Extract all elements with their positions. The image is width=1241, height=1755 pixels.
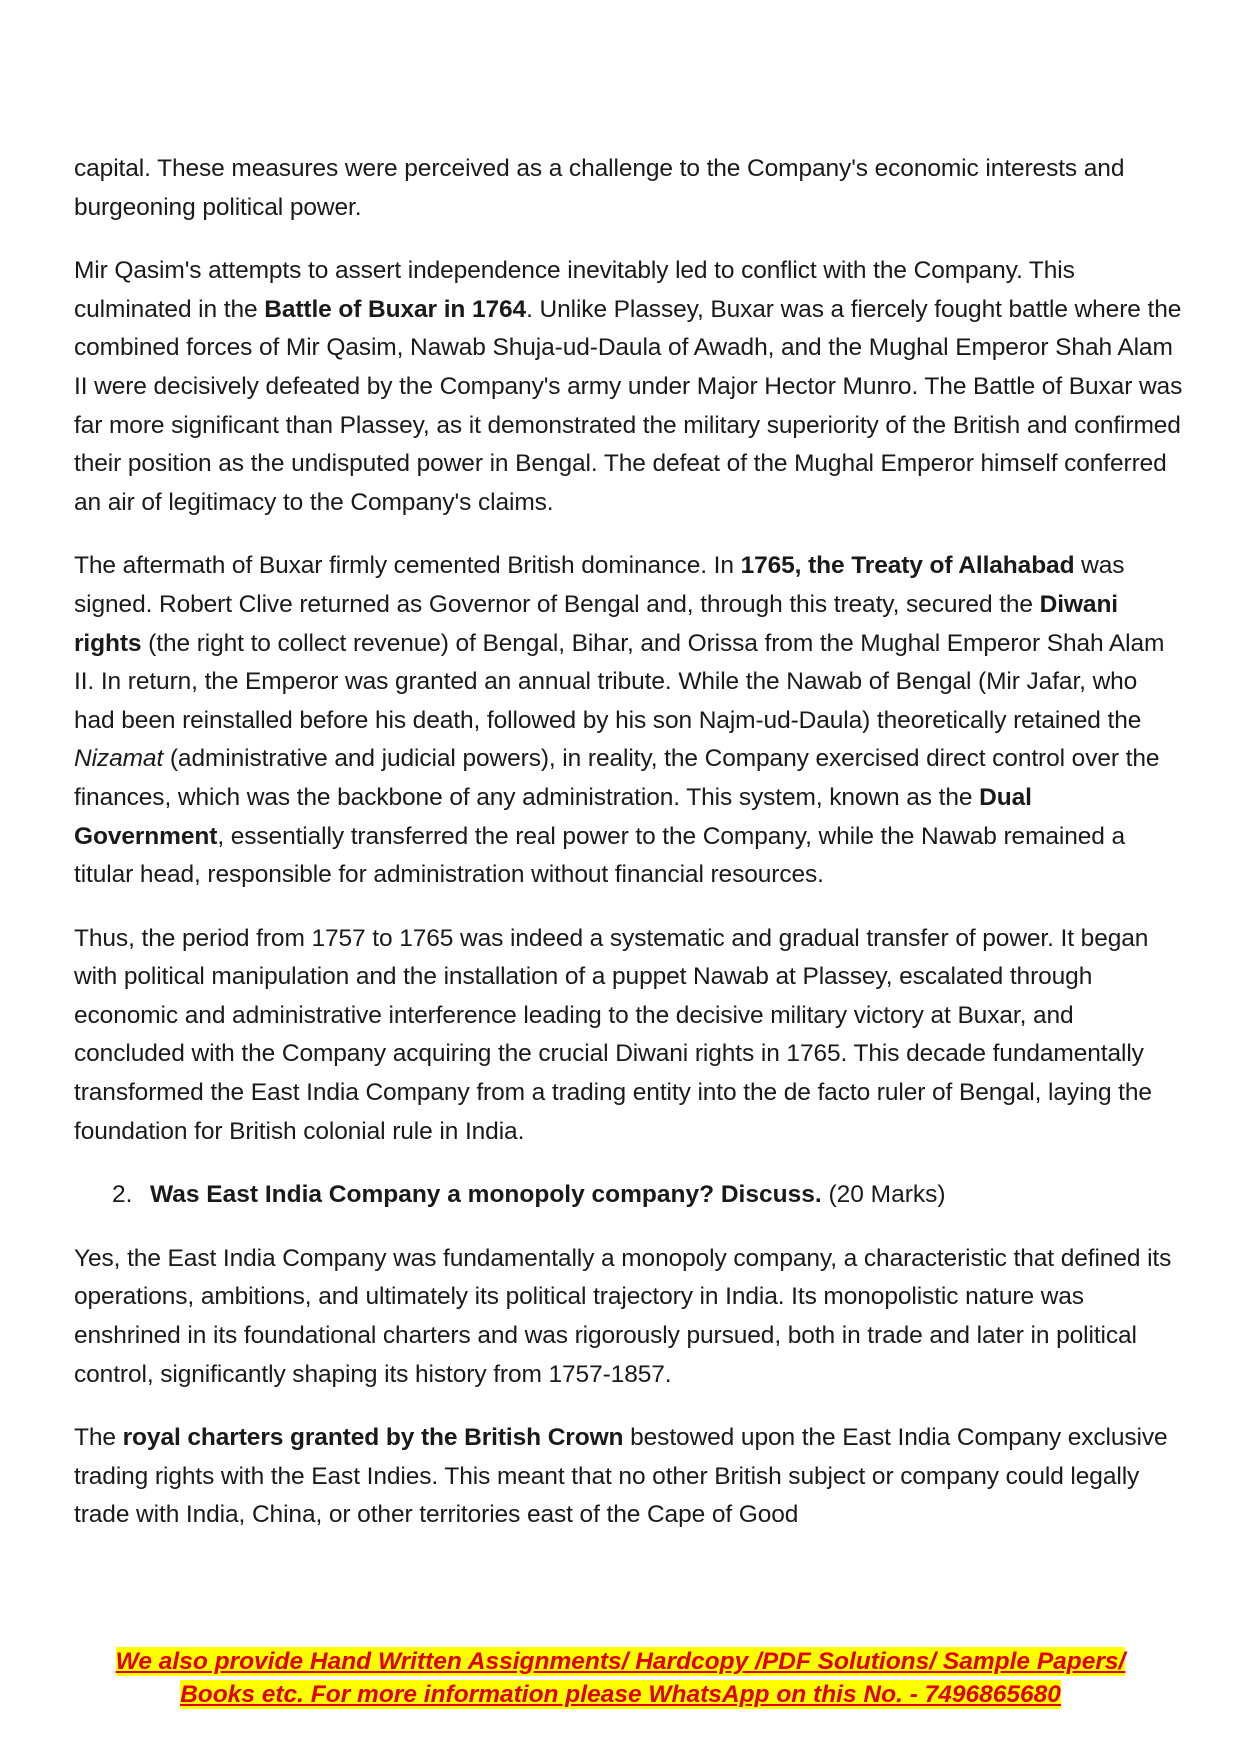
footer-advertisement <box>0 1645 1241 1711</box>
paragraph-1: capital. These measures were perceived as a challenge to the Company's economic interests and burgeoning political power. <box>74 155 1125 221</box>
question-text: Was East India Company a monopoly company? Discuss. <box>150 1181 822 1209</box>
footer-line-2: Books etc. For more information please WhatsApp on this No. - 7496865680 <box>180 1681 1061 1708</box>
paragraph-6: The royal charters granted by the British Crown bestowed upon the East India Company exclusive trading rights with the East Indies. This meant that no other British subject or company could legally trade with India, China, or other territories east of the Cape of Good <box>74 1424 1168 1529</box>
paragraph-2: Mir Qasim's attempts to assert independence inevitably led to conflict with the Company. This culminated in the Battle of Buxar in 1764. Unlike Plassey, Buxar was a fiercely fought battle where the combined forces of Mir Qasim, Nawab Shuja-ud-Daula of Awadh, and the Mughal Emperor Shah Alam II were decisively defeated by the Company's army under Major Hector Munro. The Battle of Buxar was far more significant than Plassey, as it demonstrated the military superiority of the British and confirmed their position as the undisputed power in Bengal. The defeat of the Mughal Emperor himself conferred an air of legitimacy to the Company's claims. <box>74 257 1183 516</box>
bold-royal-charters: royal charters granted by the British Crown <box>122 1424 624 1452</box>
footer-line-1: We also provide Hand Written Assignments/ Hardcopy /PDF Solutions/ Sample Papers/ <box>115 1648 1126 1675</box>
paragraph-5: Yes, the East India Company was fundamentally a monopoly company, a characteristic that defined its operations, ambitions, and ultimately its political trajectory in India. Its monopolistic nature was enshrined in its foundational charters and was rigorously pursued, both in trade and later in political control, significantly shaping its history from 1757-1857. <box>74 1244 1172 1388</box>
paragraph-3: The aftermath of Buxar firmly cemented British dominance. In 1765, the Treaty of Allahabad was signed. Robert Clive returned as Governor of Bengal and, through this treaty, secured the Diwani rights (the right to collect revenue) of Bengal, Bihar, and Orissa from the Mughal Emperor Shah Alam II. In return, the Emperor was granted an annual tribute. While the Nawab of Bengal (Mir Jafar, who had been reinstalled before his death, followed by his son Najm-ud-Daula) theoretically retained the Nizamat (administrative and judicial powers), in reality, the Company exercised direct control over the finances, which was the backbone of any administration. This system, known as the Dual Government, essentially transferred the real power to the Company, while the Nawab remained a titular head, responsible for administration without financial resources. <box>74 552 1165 889</box>
question-number: 2. <box>112 1181 133 1209</box>
bold-diwani-rights: Diwani rights <box>74 590 1119 657</box>
paragraph-4: Thus, the period from 1757 to 1765 was indeed a systematic and gradual transfer of power. It began with political manipulation and the installation of a puppet Nawab at Plassey, escalated through economic and administrative interference leading to the decisive military victory at Buxar, and concluded with the Company acquiring the crucial Diwani rights in 1765. This decade fundamentally transformed the East India Company from a trading entity into the de facto ruler of Bengal, laying the foundation for British colonial rule in India. <box>74 924 1152 1145</box>
italic-nizamat: Nizamat <box>74 745 164 773</box>
bold-dual-government: Dual Government <box>74 783 1032 850</box>
question-marks: (20 Marks) <box>821 1181 946 1209</box>
bold-treaty-of-allahabad: 1765, the Treaty of Allahabad <box>740 552 1075 580</box>
bold-battle-of-buxar: Battle of Buxar in 1764 <box>264 295 527 323</box>
document-body <box>74 150 1184 1560</box>
question-heading <box>74 1176 1184 1215</box>
